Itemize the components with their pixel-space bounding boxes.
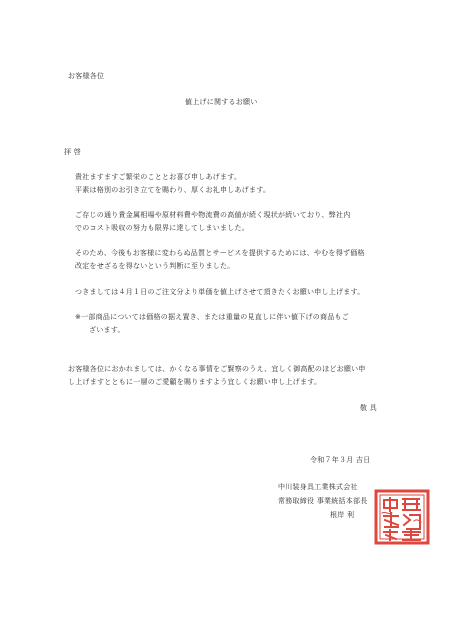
closing: 敬 具 [360, 404, 377, 412]
decision-line-1: そのため、今後もお客様に変わらぬ品質とサービスを提供するためには、やむを得ず価格 [75, 249, 365, 257]
request-line-1: お客様各位におかれましては、かくなる事情をご賢察のうえ、宜しく御高配のほどお願い申 [68, 365, 366, 373]
request-line-2: し上げますとともに一層のご愛顧を賜りますよう宜しくお願い申し上げます。 [68, 378, 322, 386]
addressee: お客様各位 [68, 72, 105, 80]
signer-position: 常務取締役 事業統括本部長 [278, 497, 368, 505]
decision-line-2: 改定をせざるを得ないという判断に至りました。 [75, 262, 235, 270]
salutation: 拝 啓 [64, 148, 81, 156]
note-paragraph [75, 313, 349, 335]
note-line-1: ※一部商品については価格の据え置き、または重量の見直しに伴い値下げの商品もご [75, 313, 349, 321]
greeting-line-1: 貴社ますますご繁栄のこととお喜び申しあげます。 [75, 173, 242, 181]
seal-icon [374, 489, 430, 545]
price-increase-paragraph [75, 288, 364, 297]
reason-line-1: ご存じの通り貴金属相場や原材料費や物流費の高値が続く現状が続いており、弊社内 [75, 211, 351, 219]
reason-line-2: でのコスト吸収の努力も限界に達してしまいました。 [75, 224, 249, 232]
request-paragraph [68, 365, 366, 387]
note-line-2: ざいます。 [89, 326, 125, 334]
greeting-line-2: 平素は格別のお引き立てを賜わり、厚くお礼申しあげます。 [75, 186, 271, 194]
letter-date: 令和７年３月 吉日 [310, 456, 371, 464]
signer-name: 根岸 利 [330, 511, 355, 519]
reason-paragraph [75, 211, 351, 233]
price-increase-line-1: つきましては４月１日のご注文分より単価を値上げさせて頂きたくお願い申し上げます。 [75, 288, 365, 296]
decision-paragraph [75, 249, 365, 271]
company-name: 中川装身具工業株式会社 [278, 483, 358, 491]
greeting-paragraph [75, 173, 270, 195]
letter-title: 値上げに関するお願い [185, 98, 258, 106]
company-seal-stamp [374, 489, 430, 545]
